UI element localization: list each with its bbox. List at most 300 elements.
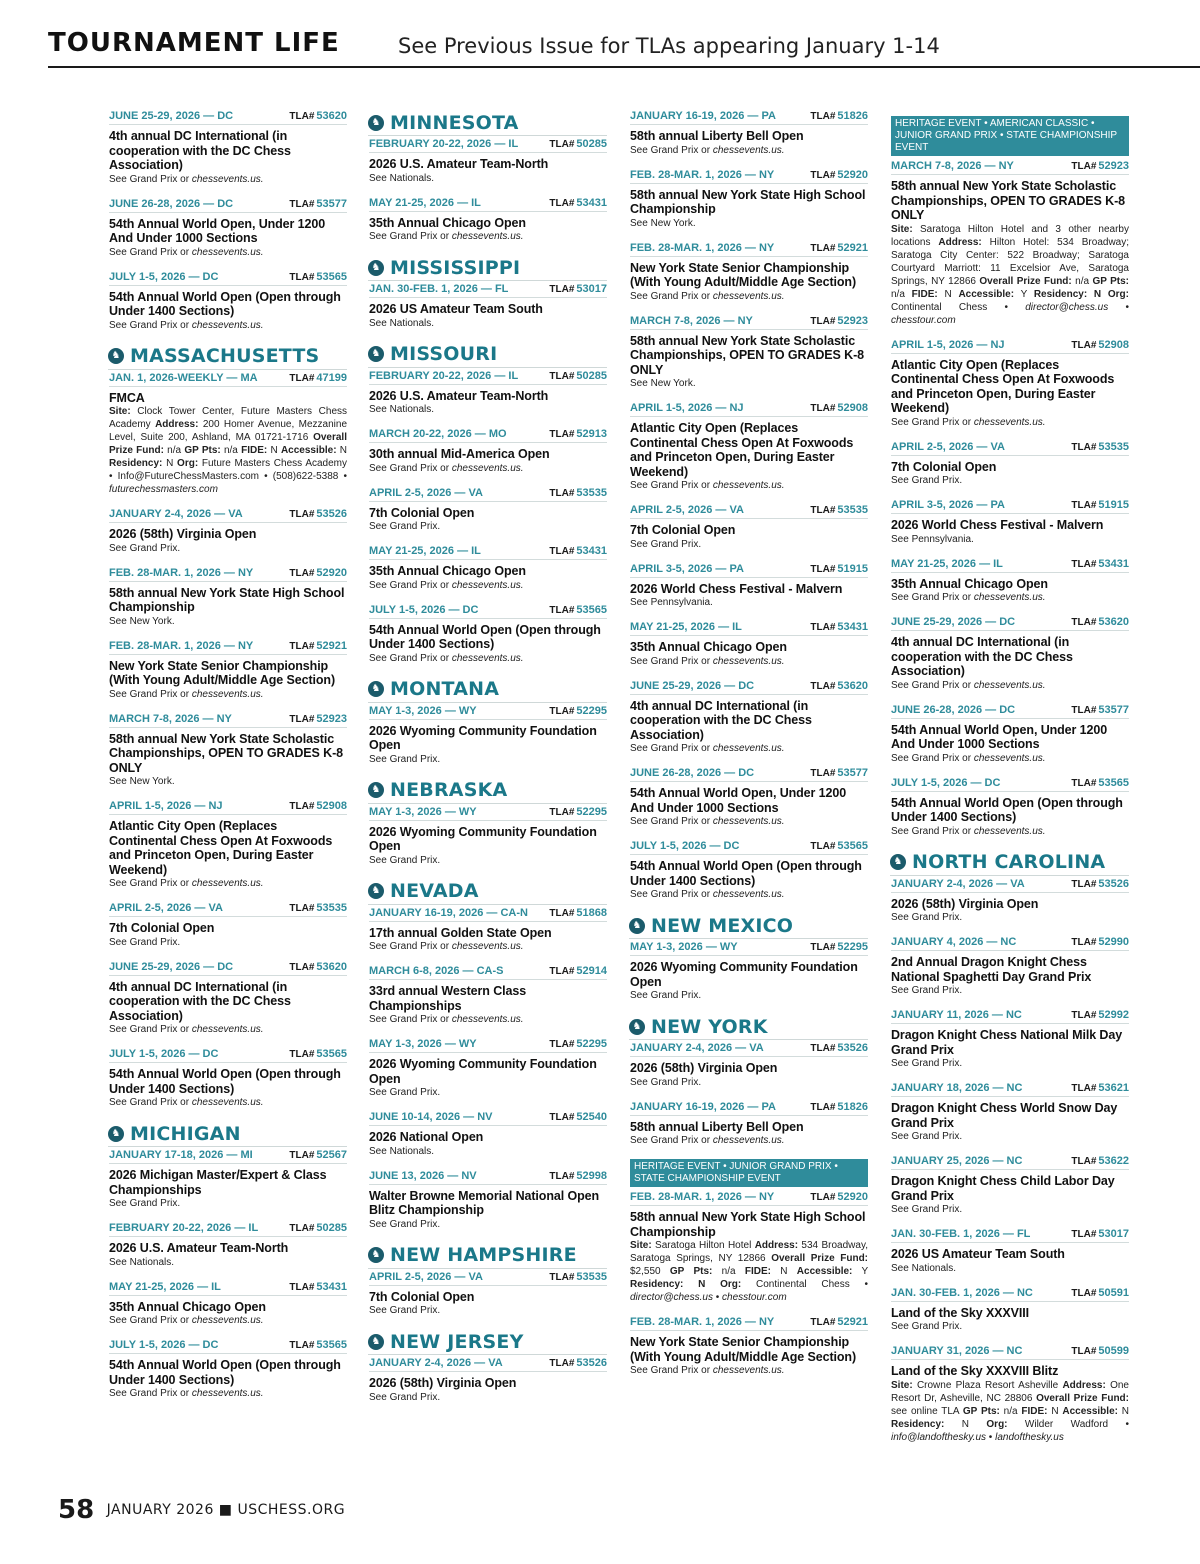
reference-text: See Grand Prix or [630,480,711,491]
reference-link[interactable]: chessevents.us. [191,1388,264,1399]
entry-title: 2026 U.S. Amateur Team-North [369,388,549,403]
entry-date: JULY 1-5, 2026 — DC [109,1048,219,1060]
tla-label: TLA# [810,1192,836,1203]
entry-datebar [369,1271,607,1286]
entry-title: 2026 U.S. Amateur Team-North [369,157,549,171]
tla-number: 53431 [576,545,607,557]
entry-title: Land of the Sky XXXVIII [891,1305,1030,1320]
entry-date: JANUARY 16-19, 2026 — PA [630,1100,776,1113]
tla-number: 53535 [576,1270,607,1283]
entry-reference [109,775,347,788]
entry-datebar [891,1228,1129,1243]
tla-code [289,271,347,283]
tla-number: 53577 [316,197,347,210]
state-name: NEW JERSEY [390,1330,524,1353]
tla-number: 53565 [316,1048,347,1060]
tla-code [549,428,607,440]
tla-code [1071,499,1129,511]
column-3 [630,110,868,1389]
entry-title: New York State Senior Championship (With Young Adult/Middle Age Section) [630,1335,857,1364]
reference-link[interactable]: chessevents.us. [973,679,1046,691]
reference-text: See Grand Prix. [891,985,963,996]
tla-number: 51826 [837,1100,868,1113]
tla-code [289,110,347,122]
entry-reference [891,416,1129,429]
tla-code [1071,1082,1129,1094]
reference-link[interactable]: chessevents.us. [973,416,1046,428]
tla-code [1071,1155,1129,1167]
chess-knight-icon: ♞ [629,918,645,934]
tournament-entry [891,1287,1129,1334]
tla-number: 53535 [576,486,607,499]
entry-reference [109,1096,347,1109]
state-heading [629,1014,868,1040]
tla-code [810,1101,868,1113]
reference-link[interactable]: chessevents.us. [973,825,1046,837]
entry-title: Dragon Knight Chess World Snow Day Grand Prix [891,1101,1118,1130]
entry-title: 2nd Annual Dragon Knight Chess National Spaghetti Day Grand Prix [891,955,1092,984]
reference-text: See Grand Prix. [369,854,441,866]
tournament-entry [109,508,347,555]
entry-date: JULY 1-5, 2026 — DC [109,1339,219,1351]
tournament-entry [891,936,1129,997]
tla-code [1071,1009,1129,1021]
tla-label: TLA# [289,198,315,210]
entry-title: 2026 (58th) Virginia Open [891,896,1039,911]
tla-label: TLA# [549,370,575,382]
tla-label: TLA# [810,622,836,633]
tournament-entry [369,1038,607,1099]
entry-reference [630,377,868,390]
entry-reference [369,317,607,330]
tournament-entry [369,1271,607,1318]
entry-reference [369,520,607,533]
reference-link[interactable]: chessevents.us. [191,1024,264,1035]
tla-number: 53565 [1098,776,1129,789]
entry-datebar [630,402,868,417]
entry-reference [630,290,868,303]
reference-text: See Grand Prix. [630,538,702,550]
tla-number: 51826 [837,110,868,122]
reference-text: See Grand Prix. [109,936,181,948]
reference-text: See Grand Prix or [630,144,711,156]
state-name: MISSOURI [390,343,498,365]
chess-knight-icon: ♞ [890,854,906,870]
tournament-entry [109,1281,347,1328]
entry-title: 2026 (58th) Virginia Open [630,1061,778,1075]
reference-text: See New York. [630,378,696,389]
reference-link[interactable]: chessevents.us. [712,816,785,827]
entry-datebar [891,704,1129,719]
column-2 [369,110,607,1416]
tournament-entry [109,1339,347,1400]
tla-number: 53622 [1098,1155,1129,1167]
entry-datebar [630,169,868,184]
reference-text: See Grand Prix or [630,1135,711,1146]
tournament-entry [369,545,607,592]
tla-label: TLA# [1071,878,1097,890]
entry-title: 2026 World Chess Festival - Malvern [891,518,1104,532]
entry-date: JAN. 1, 2026-WEEKLY — MA [109,371,258,384]
entry-title: 54th Annual World Open, Under 1200 And Under 1000 Sections [891,722,1108,751]
tla-label: TLA# [289,1281,315,1293]
tournament-entry [109,713,347,789]
tla-code [810,941,868,953]
tla-number: 52921 [837,1316,868,1328]
state-name: NEW HAMPSHIRE [390,1244,577,1266]
entry-details: Site: Saratoga Hilton Hotel and 3 other nearby locations Address: Hilton Hotel: 534 Broadway; Saratoga City Center: 522 Broadway; Saratoga Courtyard Marriott: 11 Excelsior Ave, Saratoga Springs, NY 12866 Overall Prize Fund: n/a GP Pts: n/a FIDE: N Accessible: Y Residency: N Org: Continental Chess • director@chess.us • chesstour.com [891,223,1130,326]
entry-title: New York State Senior Championship (With Young Adult/Middle Age Section) [109,658,336,687]
entry-title: 54th Annual World Open (Open through Under 1400 Sections) [369,622,601,651]
tla-code [549,1111,607,1123]
entry-reference [891,474,1129,487]
reference-link[interactable]: chessevents.us. [451,652,524,664]
entry-datebar [369,370,607,385]
reference-link[interactable]: chessevents.us. [191,246,264,258]
tla-code [810,242,868,254]
tla-label: TLA# [810,403,836,414]
entry-reference [891,533,1129,546]
reference-link[interactable]: chessevents.us. [191,319,264,331]
tla-code [1071,1228,1129,1240]
reference-text: See Grand Prix or [630,655,711,667]
entry-title: 54th Annual World Open, Under 1200 And Under 1000 Sections [109,216,326,245]
entry-date: MAY 1-3, 2026 — WY [369,1038,477,1050]
entry-title: 2026 Wyoming Community Foundation Open [369,824,597,853]
tla-code [549,965,607,977]
entry-reference [630,538,868,551]
tla-code [289,800,347,812]
entry-datebar [369,1038,607,1053]
entry-title: Atlantic City Open (Replaces Continental Chess Open At Foxwoods and Princeton Open, During Easter Weekend) [891,357,1115,415]
entry-reference [369,462,607,475]
entry-datebar [109,1281,347,1296]
entry-date: JULY 1-5, 2026 — DC [630,840,740,852]
entry-title: 35th Annual Chicago Open [630,640,787,654]
tla-number: 53565 [576,603,607,616]
tla-code [1071,936,1129,948]
reference-text: See Grand Prix. [891,1131,963,1142]
entry-title: 58th annual New York State High School Championship [630,187,866,216]
reference-link[interactable]: chessevents.us. [712,655,785,667]
entry-date: JAN. 30-FEB. 1, 2026 — FL [891,1228,1031,1240]
tla-label: TLA# [549,197,575,209]
entry-datebar [891,878,1129,893]
state-heading [368,255,607,281]
entry-date: MARCH 20-22, 2026 — MO [369,428,507,440]
tla-number: 52990 [1098,936,1129,948]
entry-date: JANUARY 17-18, 2026 — MI [109,1149,253,1161]
tla-label: TLA# [810,1101,836,1113]
entry-datebar [109,1149,347,1164]
reference-link[interactable]: chessevents.us. [451,579,524,591]
tla-code [810,840,868,852]
column-1 [109,110,347,1412]
entry-datebar [630,621,868,636]
tournament-entry [109,902,347,949]
entry-date: MAY 21-25, 2026 — IL [891,557,1003,570]
reference-link[interactable]: chessevents.us. [712,144,785,156]
reference-link[interactable]: chessevents.us. [973,592,1046,603]
reference-link[interactable]: chessevents.us. [451,1014,524,1025]
entry-date: JAN. 30-FEB. 1, 2026 — NC [891,1286,1033,1299]
entry-date: MAY 1-3, 2026 — WY [630,941,738,953]
tla-number: 53621 [1098,1082,1129,1094]
tournament-entry [630,767,868,828]
state-name: MISSISSIPPI [390,256,521,279]
state-heading [108,1121,347,1147]
tla-number: 52992 [1098,1009,1129,1021]
tournament-entry [891,1228,1129,1275]
tla-label: TLA# [549,1271,575,1283]
entry-reference [369,1145,607,1158]
tournament-entry [891,441,1129,488]
tournament-entry [630,1042,868,1089]
entry-date: APRIL 2-5, 2026 — VA [109,902,223,914]
tournament-entry [109,198,347,259]
entry-title: Atlantic City Open (Replaces Continental Chess Open At Foxwoods and Princeton Open, During Easter Weekend) [109,819,333,877]
tla-code [549,370,607,382]
tla-code [289,1222,347,1234]
tla-code [289,1149,347,1161]
tla-label: TLA# [289,1223,315,1234]
tla-number: 52295 [576,805,607,818]
entry-datebar [630,563,868,578]
tla-label: TLA# [1071,161,1097,172]
reference-link[interactable]: chessevents.us. [191,1315,264,1326]
entry-reference [891,591,1129,604]
tla-label: TLA# [549,139,575,150]
tla-code [549,705,607,717]
tla-number: 52295 [837,941,868,953]
entry-datebar [630,242,868,257]
entry-date: JANUARY 2-4, 2026 — VA [630,1042,764,1054]
reference-text: See Grand Prix or [630,889,711,900]
reference-text: See Grand Prix or [369,652,450,664]
entry-date: JANUARY 2-4, 2026 — VA [109,508,243,520]
reference-link[interactable]: chessevents.us. [973,752,1046,764]
tla-number: 52920 [316,566,347,579]
tournament-entry [891,1009,1129,1070]
tla-code [289,1281,347,1293]
section-subtitle: See Previous Issue for TLAs appearing January 1-14 [398,34,940,58]
entry-reference [891,1262,1129,1275]
reference-link[interactable]: chessevents.us. [712,743,785,754]
entry-title: 7th Colonial Open [630,523,736,537]
tournament-entry [369,907,607,954]
tla-number: 52914 [576,965,607,977]
reference-link[interactable]: chessevents.us. [712,290,785,302]
entry-date: JANUARY 16-19, 2026 — CA-N [369,906,528,919]
tournament-entry [109,961,347,1037]
reference-link[interactable]: chessevents.us. [451,231,524,242]
tournament-entry [369,487,607,534]
tla-code [810,1316,868,1328]
reference-text: See Grand Prix. [630,1076,702,1088]
tla-label: TLA# [810,768,836,779]
tla-label: TLA# [549,1170,575,1182]
tla-label: TLA# [1071,500,1097,511]
tla-number: 52921 [837,241,868,254]
reference-link[interactable]: chessevents.us. [712,1365,785,1376]
reference-link[interactable]: chessevents.us. [191,1097,264,1108]
tla-code [810,169,868,181]
entry-reference [109,877,347,890]
reference-link[interactable]: chessevents.us. [451,462,524,474]
entry-title: 58th annual New York State Scholastic Championships, OPEN TO GRADES K-8 ONLY [630,333,864,377]
entry-title: Dragon Knight Chess Child Labor Day Grand Prix [891,1174,1115,1203]
entry-date: JANUARY 25, 2026 — NC [891,1155,1023,1167]
tla-label: TLA# [810,680,836,692]
entry-datebar [891,777,1129,792]
reference-text: See Grand Prix. [630,990,702,1001]
reference-text: See Nationals. [369,1145,435,1157]
tla-label: TLA# [549,907,575,919]
entry-reference [891,984,1129,997]
reference-text: See Grand Prix or [369,1014,450,1025]
entry-datebar [369,1111,607,1126]
reference-text: See Grand Prix or [109,878,190,889]
entry-reference [369,854,607,867]
tla-number: 51868 [576,906,607,919]
tla-label: TLA# [810,1317,836,1328]
reference-text: See Grand Prix. [369,753,441,765]
state-name: MINNESOTA [390,111,519,134]
reference-text: See Grand Prix or [891,825,972,837]
tla-label: TLA# [289,1049,315,1060]
entry-title: 4th annual DC International (in cooperation with the DC Chess Association) [891,635,1073,678]
tla-label: TLA# [289,713,315,725]
tla-number: 51915 [1098,499,1129,511]
entry-datebar [891,1009,1129,1024]
entry-reference [369,652,607,665]
entry-title: 2026 (58th) Virginia Open [109,527,257,541]
reference-text: See Grand Prix or [891,592,972,603]
tournament-entry [891,1155,1129,1216]
entry-title: 2026 US Amateur Team South [369,302,543,316]
entry-reference [109,1197,347,1210]
entry-details: Site: Saratoga Hilton Hotel Address: 534 Broadway, Saratoga Springs, NY 12866 Overall Prize Fund: $2,550 GP Pts: n/a FIDE: N Accessible: Y Residency: N Org: Continental Chess • director@chess.us • chesstour.com [630,1240,869,1303]
tournament-entry [891,777,1129,838]
tournament-entry [109,800,347,890]
entry-title: 54th Annual World Open (Open through Under 1400 Sections) [891,795,1123,824]
tla-number: 52923 [837,314,868,327]
reference-link[interactable]: chessevents.us. [451,941,524,952]
entry-title: 2026 Michigan Master/Expert & Class Championships [109,1168,327,1197]
tla-number: 52923 [316,712,347,725]
tla-code [289,372,347,384]
tla-code [810,504,868,516]
entry-date: FEBRUARY 20-22, 2026 — IL [109,1222,259,1234]
state-heading [108,344,347,370]
tla-number: 53431 [1098,557,1129,570]
tla-code [549,907,607,919]
state-heading [890,850,1129,876]
tla-label: TLA# [289,961,315,973]
entry-title: 2026 Wyoming Community Foundation Open [369,1057,597,1086]
reference-text: See Grand Prix or [109,246,190,258]
tla-label: TLA# [810,1043,836,1054]
tla-code [1071,777,1129,789]
reference-text: See Grand Prix. [369,1087,441,1098]
footer-text: JANUARY 2026 ■ USCHESS.ORG [106,1502,346,1518]
reference-text: See Grand Prix or [630,290,711,302]
tla-label: TLA# [289,801,315,812]
reference-link[interactable]: chessevents.us. [191,878,264,889]
tla-label: TLA# [1071,1083,1097,1094]
entry-datebar [891,1345,1129,1360]
reference-link[interactable]: chessevents.us. [712,480,785,491]
entry-datebar [109,110,347,125]
entry-datebar [630,1101,868,1116]
state-name: NORTH CAROLINA [912,851,1106,873]
reference-link[interactable]: chessevents.us. [191,688,264,700]
entry-title: 2026 US Amateur Team South [891,1247,1065,1261]
tournament-entry [109,640,347,701]
entry-reference [369,1086,607,1099]
tla-number: 53526 [316,508,347,520]
tla-number: 53620 [837,679,868,692]
entry-datebar [891,936,1129,951]
reference-link[interactable]: chessevents.us. [191,173,264,185]
tla-code [810,563,868,575]
entry-reference [891,1203,1129,1216]
entry-title: 2026 World Chess Festival - Malvern [630,581,843,596]
tla-number: 53431 [576,196,607,209]
tournament-entry [369,428,607,475]
tla-number: 52295 [576,704,607,717]
reference-text: See Grand Prix. [891,475,963,486]
entry-datebar [109,1339,347,1354]
entry-date: JANUARY 2-4, 2026 — VA [369,1357,503,1369]
reference-link[interactable]: chessevents.us. [712,1135,785,1146]
chess-knight-icon: ♞ [368,782,384,798]
entry-reference [891,1130,1129,1143]
entry-reference [630,742,868,755]
tla-code [1071,441,1129,453]
tla-label: TLA# [549,604,575,616]
entry-date: FEB. 28-MAR. 1, 2026 — NY [630,1316,775,1328]
state-heading [368,879,607,905]
entry-date: MAY 21-25, 2026 — IL [369,545,481,557]
tournament-entry [630,1101,868,1148]
tournament-entry [891,616,1129,692]
tournament-entry [109,1222,347,1269]
tla-label: TLA# [1071,339,1097,351]
entry-reference [109,173,347,186]
tournament-entry [630,504,868,551]
tla-number: 53577 [837,767,868,779]
tournament-entry [369,370,607,417]
tla-code [810,680,868,692]
entry-date: JUNE 25-29, 2026 — DC [109,960,234,973]
reference-text: See Nationals. [891,1262,957,1274]
tournament-entry [630,402,868,492]
entry-date: MAY 21-25, 2026 — IL [630,621,742,633]
entry-datebar [630,1042,868,1057]
tla-label: TLA# [1071,1287,1097,1299]
tla-number: 52920 [837,168,868,181]
entry-reference [630,596,868,609]
tla-code [1071,616,1129,628]
entry-datebar [630,504,868,519]
tla-label: TLA# [1071,558,1097,570]
reference-link[interactable]: chessevents.us. [712,889,785,900]
entry-title: 2026 U.S. Amateur Team-North [109,1241,289,1255]
tla-number: 52920 [837,1191,868,1203]
reference-text: See Grand Prix or [630,743,711,754]
reference-text: See Pennsylvania. [891,533,974,545]
